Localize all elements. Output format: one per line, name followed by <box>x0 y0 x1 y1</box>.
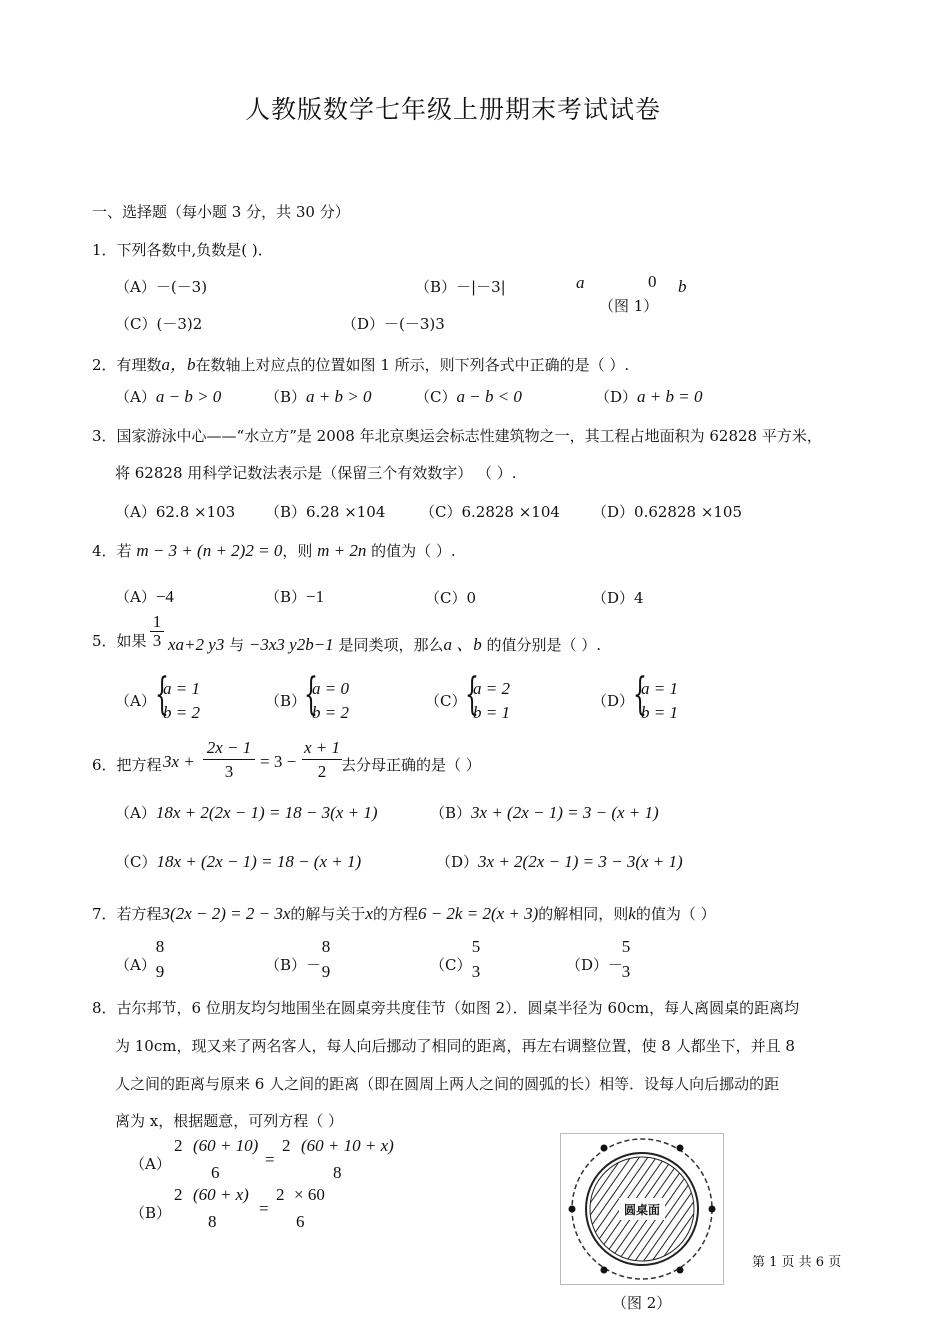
q6-option-d: （D）3x + 2(2x − 1) = 3 − 3(x + 1) <box>436 852 683 871</box>
q2-option-b: （B）a + b > 0 <box>265 387 372 406</box>
q3-line1: 3．国家游泳中心——“水立方”是 2008 年北京奥运会标志性建筑物之一，其工程占地面积为 62828 平方米， <box>92 427 822 445</box>
q3-option-c: （C）6.2828 ×104 <box>420 503 560 521</box>
q6-option-b: （B）3x + (2x − 1) = 3 − (x + 1) <box>430 803 659 822</box>
q1-stem: 1．下列各数中,负数是( )． <box>92 241 273 259</box>
q2-option-d: （D）a + b = 0 <box>595 387 703 406</box>
q7-option-c-fraction: 5 3 <box>471 937 481 981</box>
seat-dot <box>677 1145 684 1152</box>
fig1-label-a: a <box>576 273 585 292</box>
q7-option-c-label: （C） <box>430 956 472 974</box>
q8-option-b-label: （B） <box>130 1204 172 1222</box>
q3-line2: 将 62828 用科学记数法表示是（保留三个有效数字） （ ）. <box>115 464 517 482</box>
q8-line1: 8．古尔邦节，6 位朋友均匀地围坐在圆桌旁共度佳节（如图 2）．圆桌半径为 60cm，每人离圆桌的距离均 <box>92 999 800 1017</box>
q5-option-d-line2: b = 1 <box>641 703 678 722</box>
q2-stem: 2．有理数a，b在数轴上对应点的位置如图 1 所示，则下列各式中正确的是（ ）. <box>92 355 630 374</box>
q8-option-b-coef2: 2 <box>276 1185 285 1204</box>
seat-dot <box>601 1145 608 1152</box>
q8-line2: 为 10cm，现又来了两名客人，每人向后挪动了相同的距离，再左右调整位置，使 8 人都坐下，并且 8 <box>115 1037 795 1055</box>
q5-option-a-label: （A） <box>115 692 156 710</box>
q5-option-a-brace: { <box>155 669 169 720</box>
fig2-caption: （图 2） <box>612 1294 672 1312</box>
q8-option-a-num2: (60 + 10 + x) <box>301 1136 394 1155</box>
q7-option-a-label: （A） <box>115 956 156 974</box>
q1-option-c: （C）(－3)2 <box>115 315 203 333</box>
q6-prefix: 6．把方程 <box>92 756 162 774</box>
q6-equals: = 3 − <box>260 752 297 771</box>
q8-option-b-den2: 6 <box>296 1212 305 1231</box>
q2-option-c: （C）a − b < 0 <box>415 387 522 406</box>
q5-option-d-label: （D） <box>592 692 635 710</box>
q1-option-a: （A）－(－3) <box>115 278 208 296</box>
q5-option-b-line1: a = 0 <box>312 679 349 698</box>
table-label: 圆桌面 <box>623 1203 661 1217</box>
q5-option-c-line2: b = 1 <box>473 703 510 722</box>
q5-option-b-brace: { <box>304 669 318 720</box>
q1-option-d: （D）－(－3)3 <box>342 315 445 333</box>
q1-option-b: （B）－|－3| <box>415 278 506 296</box>
q7-stem: 7．若方程3(2x − 2) = 2 − 3x的解与关于x的方程6 − 2k = 2(x + 3)的解相同，则k的值为（ ） <box>92 904 716 923</box>
q7-option-b-fraction: 8 9 <box>321 937 331 981</box>
q7-option-b-label: （B）－ <box>265 956 322 974</box>
q8-option-a-den2: 8 <box>333 1163 342 1182</box>
fig1-label-zero: 0 <box>648 272 657 291</box>
q6-lhs: 3x + <box>163 752 195 771</box>
q6-option-a: （A）18x + 2(2x − 1) = 18 − 3(x + 1) <box>115 803 378 822</box>
q4-option-c: （C）0 <box>425 589 477 607</box>
q8-option-b-num2: × 60 <box>294 1185 325 1204</box>
q8-option-b-coef1: 2 <box>174 1185 183 1204</box>
q8-option-b-den1: 8 <box>208 1212 217 1231</box>
q5-option-d-line1: a = 1 <box>641 679 678 698</box>
page-footer: 第 1 页 共 6 页 <box>752 1255 842 1270</box>
page-title: 人教版数学七年级上册期末考试试卷 <box>245 95 662 124</box>
seat-dot <box>677 1267 684 1274</box>
q5-option-c-line1: a = 2 <box>473 679 510 698</box>
q8-line4: 离为 x，根据题意，可列方程（ ） <box>115 1112 343 1130</box>
seat-dot <box>709 1206 716 1213</box>
round-table-figure <box>561 1134 723 1284</box>
fig1-label-b: b <box>678 277 687 296</box>
q5-option-b-label: （B） <box>265 692 307 710</box>
fig1-caption: （图 1） <box>599 297 659 315</box>
q4-option-d: （D）4 <box>592 589 644 607</box>
q2-option-a: （A）a − b > 0 <box>115 387 222 406</box>
q6-stem-post: 去分母正确的是（ ） <box>341 756 481 774</box>
q5-prefix: 5．如果 <box>92 632 147 650</box>
q5-stem-rest: xa+2 y3 与 −3x3 y2b−1 是同类项，那么a 、b 的值分别是（ ）. <box>168 635 602 654</box>
q6-fraction-1: $\frac{2x - 1}{3}$ <box>203 737 255 784</box>
q6-fraction-2: $\frac{x + 1}{2}$ <box>303 738 341 781</box>
q5-fraction: $\frac{1}{3}$ <box>150 613 164 650</box>
q5-option-a-line1: a = 1 <box>163 679 200 698</box>
q8-option-b-equals: = <box>259 1199 269 1218</box>
q6-option-c: （C）18x + (2x − 1) = 18 − (x + 1) <box>115 852 362 871</box>
q4-option-b: （B）−1 <box>265 587 325 606</box>
q5-option-a-line2: b = 2 <box>163 703 200 722</box>
q7-option-d-label: （D）－ <box>566 956 624 974</box>
q3-option-b: （B）6.28 ×104 <box>265 503 386 521</box>
seat-dot <box>569 1206 576 1213</box>
q5-option-b-line2: b = 2 <box>312 703 349 722</box>
q3-option-d: （D）0.62828 ×105 <box>592 503 743 521</box>
q4-option-a: （A）−4 <box>115 587 174 606</box>
section-header: 一、选择题（每小题 3 分，共 30 分） <box>92 203 350 221</box>
q8-option-a-coef1: 2 <box>174 1136 183 1155</box>
q7-option-a-fraction: 8 9 <box>155 937 165 981</box>
q8-option-b-num1: (60 + x) <box>193 1185 249 1204</box>
seat-dot <box>601 1267 608 1274</box>
q7-option-d-fraction: 5 3 <box>621 937 631 981</box>
fig2-box <box>560 1133 724 1285</box>
q8-option-a-label: （A） <box>130 1155 171 1173</box>
q5-option-c-brace: { <box>465 669 479 720</box>
q5-option-d-brace: { <box>633 669 647 720</box>
q4-stem: 4．若 m − 3 + (n + 2)2 = 0，则 m + 2n 的值为（ ）. <box>92 541 456 560</box>
q8-option-a-num1: (60 + 10) <box>193 1136 259 1155</box>
q8-option-a-coef2: 2 <box>282 1136 291 1155</box>
q8-option-a-den1: 6 <box>211 1163 220 1182</box>
q8-option-a-equals: = <box>265 1150 275 1169</box>
q8-line3: 人之间的距离与原来 6 人之间的距离（即在圆周上两人之间的圆弧的长）相等．设每人向后挪动的距 <box>115 1075 780 1093</box>
q5-option-c-label: （C） <box>425 692 467 710</box>
q3-option-a: （A）62.8 ×103 <box>115 503 236 521</box>
